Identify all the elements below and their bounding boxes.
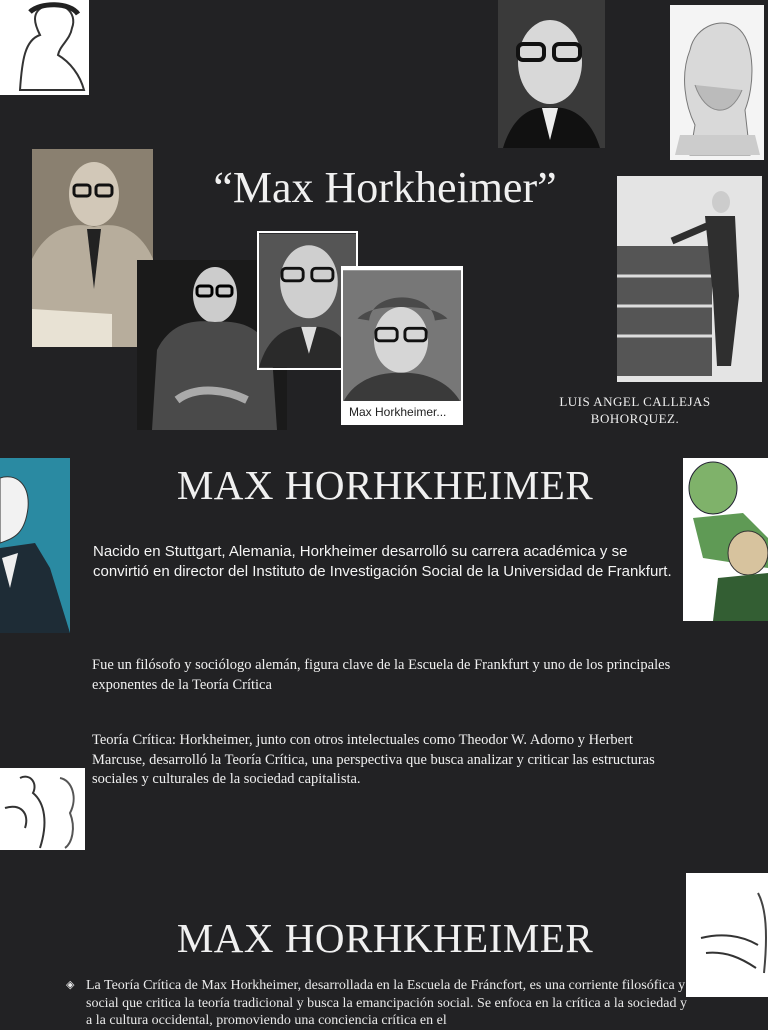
- philosopher-paragraph: Fue un filósofo y sociólogo alemán, figura clave de la Escuela de Frankfurt y uno de los principales exponentes de la Teoría Crítica: [92, 657, 671, 693]
- bust-sketch-image: [0, 0, 89, 95]
- bullet-item: [66, 977, 690, 1030]
- critical-theory-paragraph: Teoría Crítica: Horkheimer, junto con otros intelectuales como Theodor W. Adorno y Herbert Marcuse, desarrolló la Teoría Crítica, una perspectiva que busca analizar y criticar las estructuras sociales y culturales de la sociedad capitalista.: [92, 732, 655, 787]
- hands-sketch-image: [686, 873, 768, 997]
- author-name-line2: BOHORQUEZ.: [590, 411, 680, 426]
- presentation-title: “Max Horkheimer”: [213, 163, 557, 212]
- bullet-diamond-icon: ◈: [66, 979, 75, 991]
- cartoon-blue-illustration: [0, 458, 70, 633]
- birth-paragraph: Nacido en Stuttgart, Alemania, Horkheimer desarrolló su carrera académica y se convirtió en director del Instituto de Investigación Social de la Universidad de Frankfurt.: [93, 543, 672, 580]
- figures-sketch-image: [0, 768, 85, 850]
- bullet-text: La Teoría Crítica de Max Horkheimer, desarrollada en la Escuela de Fráncfort, es una corriente filosófica y social que critica la teoría tradicional y busca la emancipación social. Se enfoca en la crítica a la sociedad y a la cultura occidental, promoviendo una conciencia crítica en el: [86, 978, 687, 1028]
- section-heading: MAX HORHKHEIMER: [176, 462, 594, 508]
- photo-caption: Max Horkheimer...: [343, 401, 461, 423]
- portrait-bookshelf-photo: [617, 176, 762, 382]
- bearded-bust-image: [670, 5, 764, 160]
- author-name-line1: LUIS ANGEL CALLEJAS: [559, 394, 711, 409]
- section-heading-2: MAX HORHKHEIMER: [176, 915, 594, 961]
- portrait-hat-photo[interactable]: [341, 266, 463, 425]
- cartoon-green-illustration: [683, 458, 768, 621]
- portrait-glasses-photo: [498, 0, 605, 148]
- portrait-reading-photo: [32, 149, 153, 347]
- author-name: [530, 393, 740, 427]
